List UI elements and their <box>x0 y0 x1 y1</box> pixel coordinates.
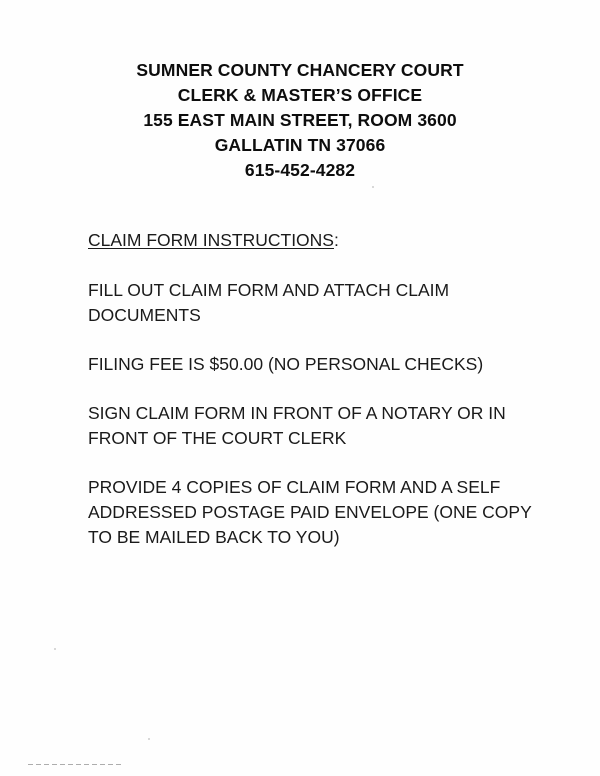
instruction-line: PROVIDE 4 COPIES OF CLAIM FORM AND A SELF <box>88 477 501 497</box>
city-state-zip: GALLATIN TN 37066 <box>214 135 386 155</box>
instructions-heading-text: CLAIM FORM INSTRUCTIONS <box>88 230 334 250</box>
scan-artifact-line <box>28 764 124 765</box>
court-header <box>0 58 600 183</box>
instruction-item-copies <box>88 475 558 550</box>
instruction-line: FILING FEE IS $50.00 (NO PERSONAL CHECKS) <box>88 354 484 374</box>
instruction-line: FRONT OF THE COURT CLERK <box>88 428 347 448</box>
scan-speck <box>148 738 150 740</box>
scan-speck <box>372 186 374 188</box>
instruction-line: TO BE MAILED BACK TO YOU) <box>88 527 340 547</box>
instruction-item-filing-fee <box>88 352 558 377</box>
instruction-line: SIGN CLAIM FORM IN FRONT OF A NOTARY OR IN <box>88 403 506 423</box>
street-address: 155 EAST MAIN STREET, ROOM 3600 <box>143 110 457 130</box>
court-name: SUMNER COUNTY CHANCERY COURT <box>136 60 464 80</box>
instruction-item-fill-out <box>88 278 558 328</box>
instruction-item-sign <box>88 401 558 451</box>
instructions-section <box>88 228 558 550</box>
scan-speck <box>54 648 56 650</box>
phone-number: 615-452-4282 <box>244 160 356 180</box>
instruction-line: FILL OUT CLAIM FORM AND ATTACH CLAIM <box>88 280 450 300</box>
instruction-line: DOCUMENTS <box>88 305 201 325</box>
instructions-heading-colon: : <box>333 230 339 250</box>
instructions-heading <box>88 228 558 253</box>
office-name: CLERK & MASTER’S OFFICE <box>177 85 423 105</box>
instruction-line: ADDRESSED POSTAGE PAID ENVELOPE (ONE COPY <box>88 502 532 522</box>
